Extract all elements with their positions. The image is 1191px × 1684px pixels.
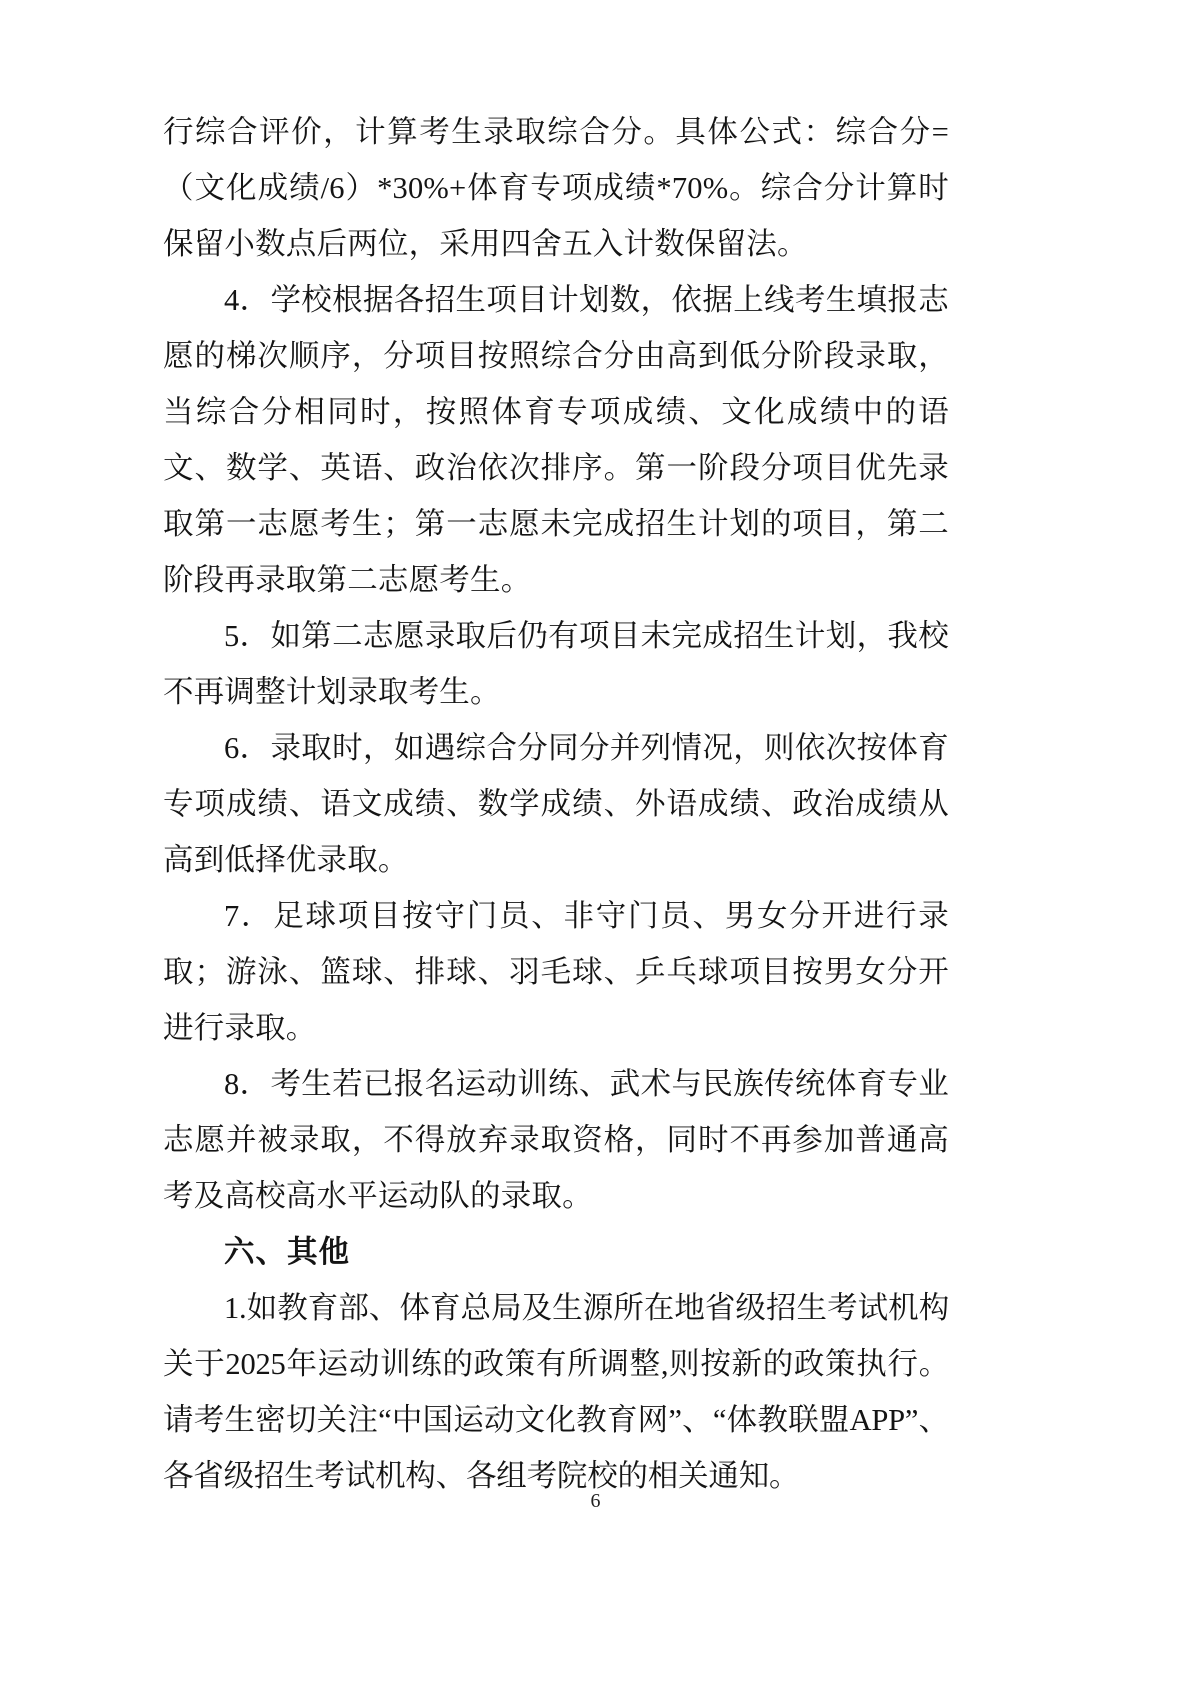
paragraph-continued: 行综合评价，计算考生录取综合分。具体公式：综合分=（文化成绩/6）*30%+体育专项成绩*70%。综合分计算时保留小数点后两位，采用四舍五入计数保留法。 — [163, 115, 949, 261]
paragraph-item-4: 4．学校根据各招生项目计划数，依据上线考生填报志愿的梯次顺序，分项目按照综合分由高到低分阶段录取，当综合分相同时，按照体育专项成绩、文化成绩中的语文、数学、英语、政治依次排序。第一阶段分项目优先录取第一志愿考生；第一志愿未完成招生计划的项目，第二阶段再录取第二志愿考生。 — [163, 283, 949, 597]
paragraph-item-7: 7．足球项目按守门员、非守门员、男女分开进行录取；游泳、篮球、排球、羽毛球、乒乓球项目按男女分开进行录取。 — [163, 899, 949, 1045]
section-heading-other: 六、其他 — [224, 1235, 350, 1269]
paragraph-other-1: 1.如教育部、体育总局及生源所在地省级招生考试机构关于2025年运动训练的政策有所调整,则按新的政策执行。请考生密切关注“中国运动文化教育网”、“体教联盟APP”、各省级招生考试机构、各组考院校的相关通知。 — [163, 1291, 949, 1493]
page-content — [163, 104, 949, 1504]
paragraph-item-6: 6．录取时，如遇综合分同分并列情况，则依次按体育专项成绩、语文成绩、数学成绩、外语成绩、政治成绩从高到低择优录取。 — [163, 731, 949, 877]
paragraph-item-8: 8．考生若已报名运动训练、武术与民族传统体育专业志愿并被录取，不得放弃录取资格，同时不再参加普通高考及高校高水平运动队的录取。 — [163, 1067, 949, 1213]
page-number: 6 — [590, 1490, 601, 1512]
paragraph-item-5: 5．如第二志愿录取后仍有项目未完成招生计划，我校不再调整计划录取考生。 — [163, 619, 949, 709]
